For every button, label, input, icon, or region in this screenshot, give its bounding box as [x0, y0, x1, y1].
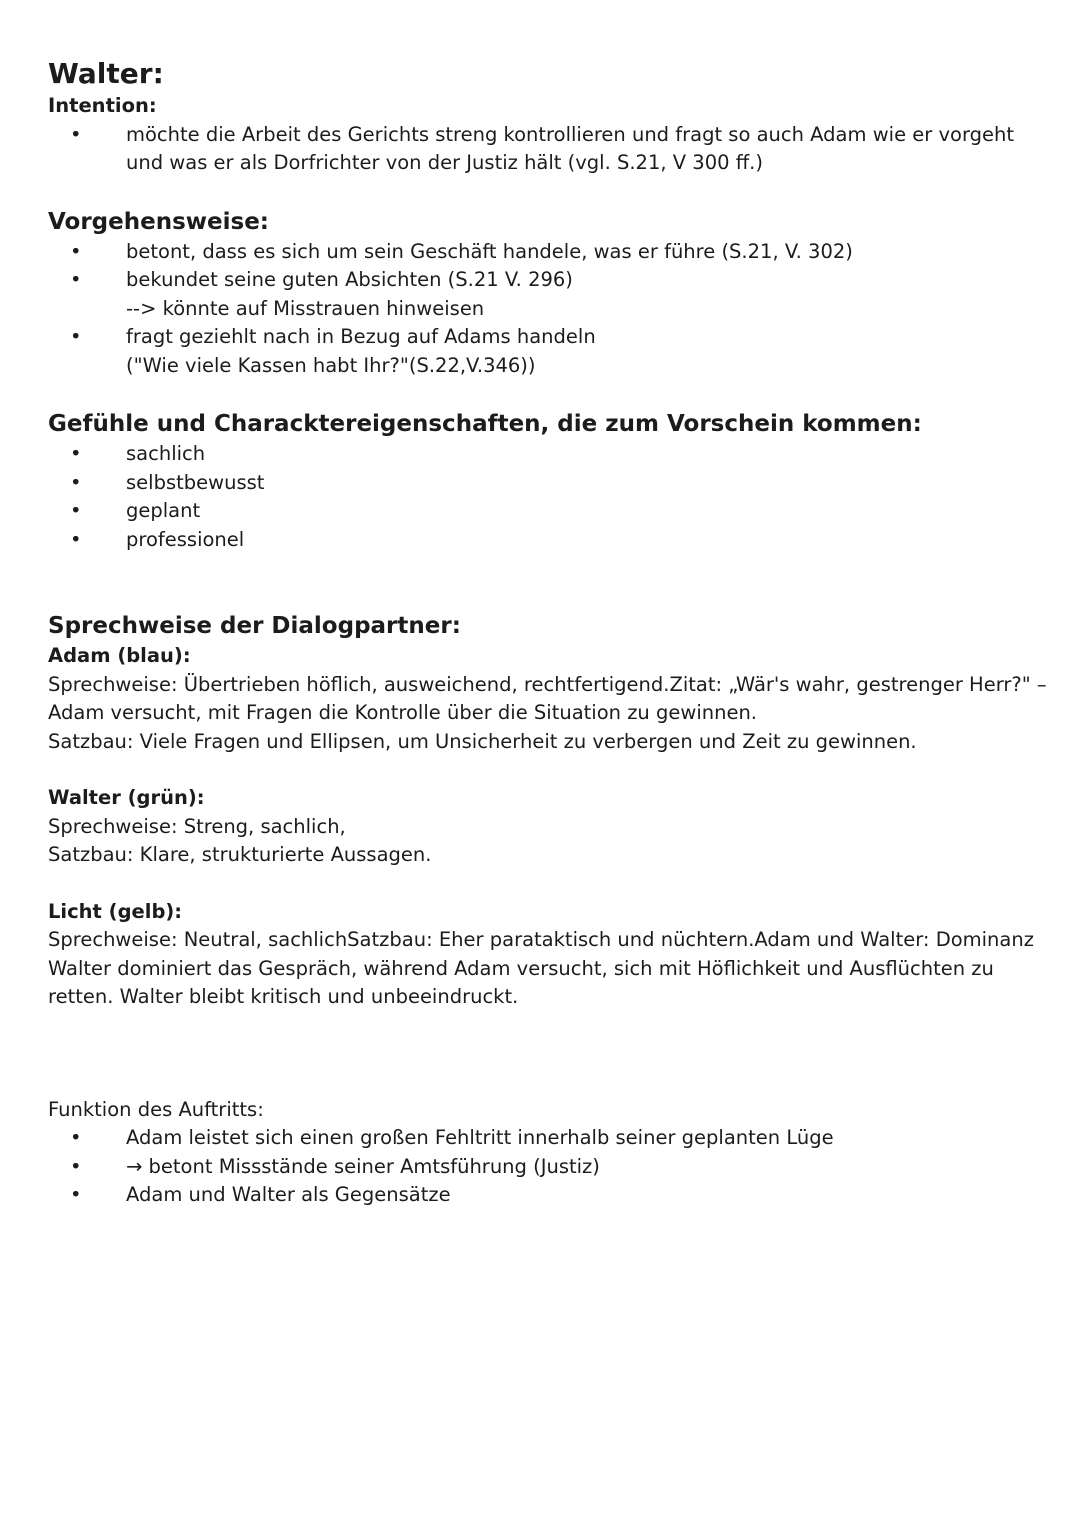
list-item: • betont, dass es sich um sein Geschäft handele, was er führe (S.21, V. 302)	[48, 238, 1048, 267]
walter-syntax-text: Satzbau: Klare, strukturierte Aussagen.	[48, 843, 432, 866]
walter-speech-text: Sprechweise: Streng, sachlich,	[48, 814, 346, 838]
list-item: • möchte die Arbeit des Gerichts streng kontrollieren und fragt so auch Adam wie er vorgeht und was er als Dorfrichter von der Justiz hält (vgl. S.21, V 300 ff.)	[48, 121, 1048, 178]
intention-list	[48, 121, 1048, 178]
intention-label: Intention:	[48, 94, 157, 117]
approach-list	[48, 238, 1048, 381]
function-label: Funktion des Auftritts:	[48, 1097, 264, 1121]
licht-label: Licht (gelb):	[48, 899, 183, 923]
dominance-text: Walter dominiert das Gespräch, während Adam versucht, sich mit Höflichkeit und Ausflüchten zu retten. Walter bleibt kritisch und unbeeindruckt.	[48, 956, 994, 1008]
adam-speech-text: Sprechweise: Übertrieben höflich, ausweichend, rechtfertigend.Zitat: „Wär's wahr, gestrenger Herr?" – Adam versucht, mit Fragen die Kontrolle über die Situation zu gewinnen.	[48, 672, 1047, 724]
traits-heading: Gefühle und Characktereigenschaften, die zum Vorschein kommen:	[48, 411, 922, 437]
document-page	[48, 56, 1048, 1210]
function-list	[48, 1124, 1048, 1210]
adam-syntax-text: Satzbau: Viele Fragen und Ellipsen, um Unsicherheit zu verbergen und Zeit zu gewinnen.	[48, 729, 917, 753]
list-item: • → betont Missstände seiner Amtsführung (Justiz)	[48, 1153, 1048, 1182]
list-item: • fragt geziehlt nach in Bezug auf Adams handeln ("Wie viele Kassen habt Ihr?"(S.22,V.346))	[48, 323, 1048, 380]
adam-label: Adam (blau):	[48, 644, 191, 667]
list-item: • Adam und Walter als Gegensätze	[48, 1181, 1048, 1210]
list-item: • sachlich	[48, 440, 1048, 469]
list-item: • Adam leistet sich einen großen Fehltritt innerhalb seiner geplanten Lüge	[48, 1124, 1048, 1153]
walter-title: Walter:	[48, 57, 164, 90]
traits-list	[48, 440, 1048, 554]
list-item: • bekundet seine guten Absichten (S.21 V. 296) --> könnte auf Misstrauen hinweisen	[48, 266, 1048, 323]
approach-heading: Vorgehensweise:	[48, 208, 270, 235]
list-item: • geplant	[48, 497, 1048, 526]
licht-speech-text: Sprechweise: Neutral, sachlichSatzbau: Eher parataktisch und nüchtern.Adam und Walter: Dominanz	[48, 928, 1034, 951]
walter-label: Walter (grün):	[48, 786, 205, 809]
list-item: • selbstbewusst	[48, 469, 1048, 498]
speech-heading: Sprechweise der Dialogpartner:	[48, 613, 461, 639]
list-item: • professionel	[48, 526, 1048, 555]
